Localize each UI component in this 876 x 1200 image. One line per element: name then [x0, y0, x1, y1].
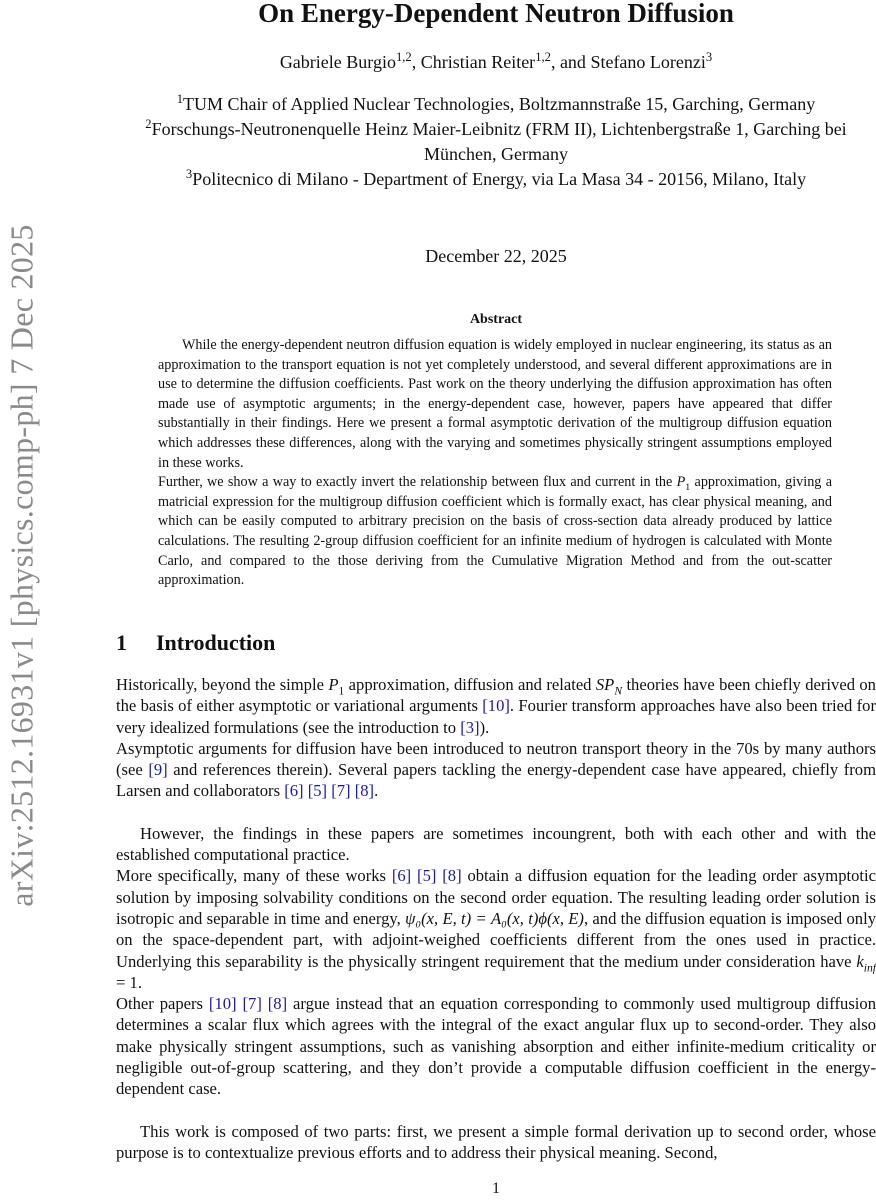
body-paragraph: [116, 738, 876, 802]
arxiv-identifier: arXiv:2512.16931v1 [physics.comp-ph] 7 Dec 2025: [3, 223, 40, 907]
paper-title: On Energy-Dependent Neutron Diffusion: [258, 0, 734, 28]
text-run: and references therein). Several papers tackling the energy-dependent case have appeared, chiefly from Larsen and collaborators: [116, 760, 876, 801]
affiliation-text: TUM Chair of Applied Nuclear Technologies, Boltzmannstraße 15, Garching, Germany: [183, 94, 816, 114]
citation-link[interactable]: [7]: [331, 781, 351, 801]
text-run: . Fourier transform approaches have also been tried for very idealized formulations (see the introduction to: [116, 696, 876, 737]
author-affil-mark: 1,2: [395, 50, 412, 64]
text-run: Further, we show a way to exactly invert the relationship between flux and current in the: [158, 474, 677, 491]
citation-link[interactable]: [3]: [460, 717, 480, 737]
math-equation: = 1: [116, 972, 138, 992]
author-name: Christian Reiter: [420, 52, 536, 72]
math-subscript: 1: [685, 481, 691, 493]
text-run: approximation, giving a matricial expression for the multigroup diffusion coefficient which is formally exact, has clear physical meaning, and which can be easily computed to arbitrary precision on the basis of cross-section data already produced by lattice calculations. The resulting 2-group diffusion coefficient for an infinite medium of hydrogen is calculated with Monte Carlo, and compared to the those deriving from the Cumulative Migration Method and from the out-scatter approximation.: [158, 474, 832, 589]
text-run: Historically, beyond the simple: [116, 675, 329, 694]
author-separator: ,: [411, 52, 421, 72]
section-heading: [116, 628, 876, 658]
page-number: 1: [492, 1180, 500, 1197]
math-subscript: inf: [863, 960, 876, 974]
section-title: Introduction: [156, 630, 276, 655]
affiliation: [116, 167, 876, 192]
abstract-paragraph: While the energy-dependent neutron diffusion equation is widely employed in nuclear engineering, its status as an approximation to the transport equation is not yet completely understood, and several different approximations are in use to determine the diffusion coefficients. Past work on the theory underlying the diffusion approximation has often made use of asymptotic arguments; in the energy-dependent case, however, papers have appeared that differ substantially in their findings. Here we present a formal asymptotic derivation of the multigroup diffusion equation which addresses these differences, along with the varying and sometimes physically stringent assumptions employed in these works.: [158, 337, 832, 471]
abstract-heading: Abstract: [469, 312, 523, 327]
affiliation: [116, 92, 876, 117]
citation-link[interactable]: [8]: [442, 866, 462, 886]
citation-link[interactable]: [8]: [354, 781, 375, 801]
citation-link[interactable]: [5]: [307, 781, 328, 801]
math-symbol: SP: [595, 675, 615, 694]
text-run: approximation, diffusion and related: [344, 675, 596, 694]
affiliation-mark: 1: [176, 92, 184, 106]
text-run: Other papers: [116, 994, 209, 1014]
citation-link[interactable]: [9]: [148, 760, 168, 780]
citation-link[interactable]: [7]: [242, 994, 262, 1014]
citation-link[interactable]: [8]: [267, 994, 288, 1014]
section-number: 1: [116, 630, 127, 655]
math-subscript: N: [614, 684, 623, 698]
citation-link[interactable]: [5]: [417, 866, 437, 886]
text-run: argue instead that an equation corresponding to commonly used multigroup diffusion determines a scalar flux which agrees with the integral of the exact angular flux up to second-order. They also make physically stringent assumptions, such as vanishing absorption and either infinite-medium criticality or negligible out-of-group scattering, and they don’t provide a computable diffusion coefficient in the energy-dependent case.: [116, 994, 876, 1099]
text-run: .: [374, 781, 379, 801]
section-body: [116, 674, 876, 1163]
affiliation-mark: 2: [145, 117, 152, 131]
body-paragraph: This work is composed of two parts: first, we present a simple formal derivation up to second order, whose purpose is to contextualize previous efforts and to address their physical meaning. Second,: [116, 1121, 876, 1162]
text-run: .: [137, 972, 142, 992]
author-affil-mark: 1,2: [535, 50, 551, 64]
text-run: ).: [479, 717, 490, 737]
author-name: Stefano Lorenzi: [590, 52, 706, 72]
text-run: More specifically, many of these works: [116, 866, 392, 886]
body-paragraph: [116, 674, 876, 738]
citation-link[interactable]: [6]: [284, 781, 304, 801]
text-run: theories have been chiefly derived on the basis of either asymptotic or variational arguments: [116, 675, 876, 716]
math-symbol: k: [856, 951, 864, 971]
text-run: obtain a diffusion equation for the leading order asymptotic solution by imposing solvability conditions on the second order equation. The resulting leading order solution is isotropic and separable in time and energy,: [116, 866, 876, 928]
math-subscript: 1: [338, 684, 345, 698]
affiliation-list: [116, 92, 876, 192]
citation-link[interactable]: [6]: [391, 866, 412, 886]
math-equation: ψ₀(x, E, t) = A₀(x, t)ϕ(x, E): [405, 908, 584, 928]
body-paragraph: [116, 865, 876, 993]
abstract-body: [158, 336, 832, 591]
author-separator: , and: [550, 52, 591, 72]
affiliation: [116, 117, 876, 167]
author-affil-mark: 3: [705, 50, 713, 64]
body-paragraph: However, the findings in these papers are sometimes incoungrent, both with each other and with the established computational practice.: [116, 823, 876, 865]
arxiv-side-stamp: [2, 195, 42, 935]
author-list: [116, 50, 876, 74]
citation-link[interactable]: [10]: [208, 994, 237, 1014]
publication-date: December 22, 2025: [425, 246, 567, 266]
citation-link[interactable]: [10]: [482, 696, 510, 716]
text-run: Asymptotic arguments for diffusion have been introduced to neutron transport theory in the 70s by many authors (see: [116, 738, 876, 780]
author-name: Gabriele Burgio: [279, 52, 396, 72]
affiliation-text: Forschungs-Neutronenquelle Heinz Maier-Leibnitz (FRM II), Lichtenbergstraße 1, Garching bei München, Germany: [151, 119, 847, 164]
math-symbol: P: [328, 675, 339, 694]
abstract-paragraph: [158, 473, 832, 591]
affiliation-text: Politecnico di Milano - Department of Energy, via La Masa 34 - 20156, Milano, Italy: [192, 169, 807, 189]
math-symbol: P: [676, 474, 686, 491]
affiliation-mark: 3: [185, 167, 193, 181]
text-run: , and the diffusion equation is imposed only on the space-dependent part, with adjoint-weighed coefficients different from the ones used in practice. Underlying this separability is the physically stringent requirement that the medium under consideration have: [116, 908, 876, 971]
body-paragraph: [116, 993, 876, 1099]
